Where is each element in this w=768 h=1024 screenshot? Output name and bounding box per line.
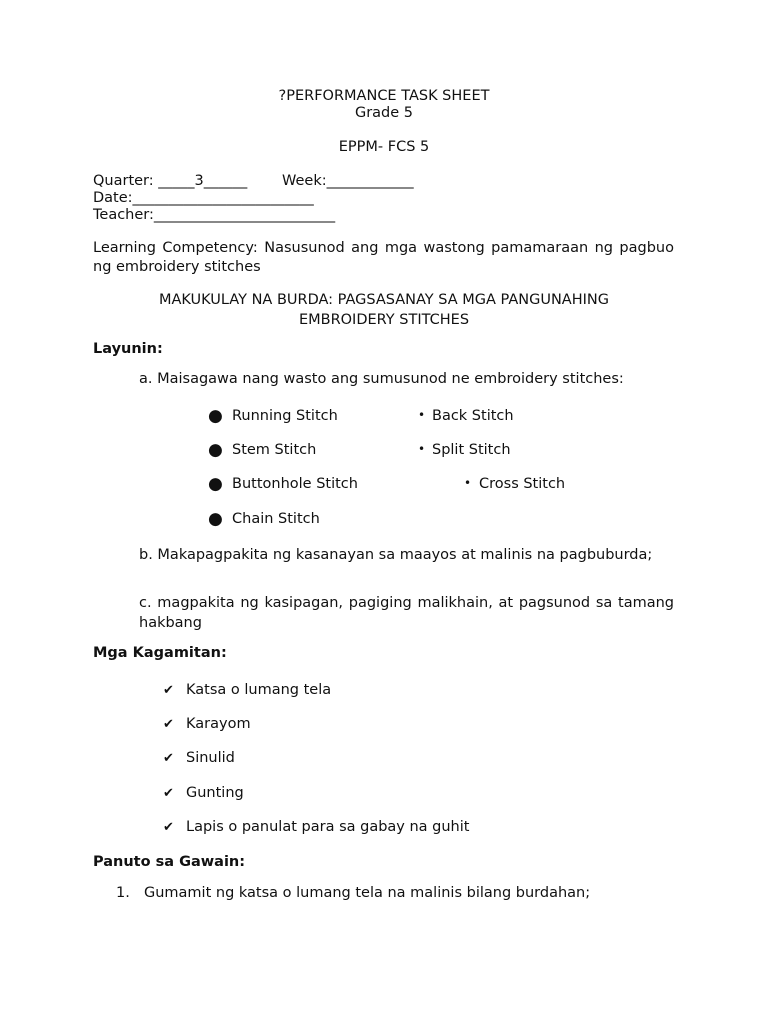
material-label: Katsa o lumang tela (186, 682, 332, 698)
stitch-label: Chain Stitch (232, 511, 320, 527)
bullet-icon: • (464, 476, 472, 490)
material-label: Karayom (186, 716, 251, 732)
subject-label: EPPM- FCS 5 (338, 139, 430, 155)
layunin-heading: Layunin: (93, 341, 163, 357)
stitch-item (208, 510, 223, 529)
stitch-label: Split Stitch (432, 442, 511, 458)
activity-title-line1: MAKUKULAY NA BURDA: PAGSASANAY SA MGA PANGUNAHING (159, 292, 609, 308)
stitch-item (208, 475, 223, 494)
material-item (163, 681, 174, 700)
stitch-label: Cross Stitch (479, 476, 566, 492)
bullet-icon: • (418, 442, 426, 456)
week-field: Week:____________ (282, 173, 414, 189)
objective-a: a. Maisagawa nang wasto ang sumusunod ne embroidery stitches: (139, 371, 624, 387)
learning-competency: Learning Competency: Nasusunod ang mga wastong pamamaraan ng pagbuo ng embroidery stitches (93, 240, 674, 275)
stitch-item (418, 407, 425, 425)
stitch-label: Back Stitch (432, 408, 514, 424)
bullet-icon: ● (208, 440, 223, 460)
objective-b: b. Makapagpakita ng kasanayan sa maayos at malinis na pagbuburda; (139, 547, 653, 563)
bullet-icon: ● (208, 474, 223, 494)
step-text: Gumamit ng katsa o lumang tela na malinis bilang burdahan; (144, 885, 591, 901)
checkmark-icon: ✔ (163, 717, 174, 732)
activity-title-line2: EMBROIDERY STITCHES (298, 312, 470, 328)
step-number: 1. (116, 885, 130, 901)
checkmark-icon: ✔ (163, 683, 174, 698)
panuto-heading: Panuto sa Gawain: (93, 854, 246, 870)
material-item (163, 784, 174, 803)
bullet-icon: • (418, 408, 426, 422)
stitch-label: Stem Stitch (232, 442, 317, 458)
checkmark-icon: ✔ (163, 820, 174, 835)
quarter-field: Quarter: _____3______ (93, 173, 248, 189)
checkmark-icon: ✔ (163, 786, 174, 801)
material-label: Sinulid (186, 750, 235, 766)
stitch-item (418, 441, 425, 459)
material-item (163, 749, 174, 768)
objective-c: c. magpakita ng kasipagan, pagiging malikhain, at pagsunod sa tamang hakbang (139, 595, 674, 631)
kagamitan-heading: Mga Kagamitan: (93, 645, 227, 661)
material-item (163, 818, 174, 837)
material-label: Lapis o panulat para sa gabay na guhit (186, 819, 470, 835)
sheet-title: ?PERFORMANCE TASK SHEET (278, 88, 490, 104)
bullet-icon: ● (208, 509, 223, 529)
stitch-label: Buttonhole Stitch (232, 476, 358, 492)
stitch-label: Running Stitch (232, 408, 338, 424)
teacher-field: Teacher:_________________________ (93, 207, 336, 223)
material-label: Gunting (186, 785, 244, 801)
checkmark-icon: ✔ (163, 751, 174, 766)
stitch-item (464, 475, 471, 493)
bullet-icon: ● (208, 406, 223, 426)
date-field: Date:_________________________ (93, 190, 314, 206)
material-item (163, 715, 174, 734)
stitch-item (208, 407, 223, 426)
grade-label: Grade 5 (354, 105, 414, 121)
stitch-item (208, 441, 223, 460)
